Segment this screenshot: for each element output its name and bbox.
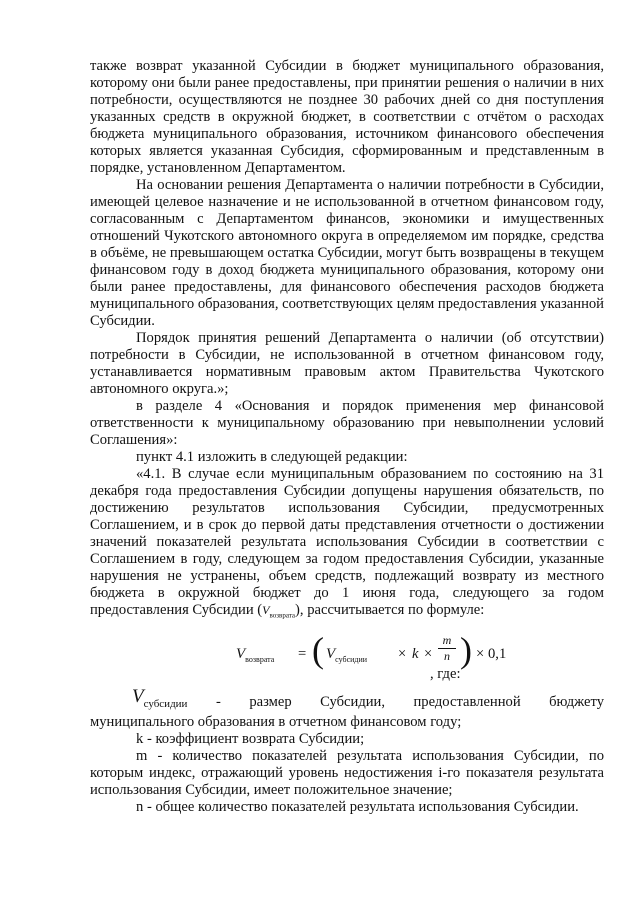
inline-v-return: $V_{возврата}$	[262, 603, 296, 620]
vsub-symbol: $V_{субсидии}$	[132, 686, 188, 711]
formula-m: m	[442, 633, 452, 648]
return-formula	[90, 626, 604, 684]
formula-left-paren: (	[312, 630, 324, 671]
paragraph-4: в разделе 4 «Основания и порядок применения мер финансовой ответственности к муниципальному образованию при невыполнении условий Соглашения»:	[90, 398, 604, 448]
n-definition: n - общее количество показателей результата использования Субсидии.	[136, 799, 579, 816]
formula-subsidy: $V_{субсидии}$	[326, 646, 368, 665]
paragraph-5: пункт 4.1 изложить в следующей редакции:	[136, 449, 408, 465]
formula-times-3: ×	[476, 646, 485, 663]
paragraph-1: также возврат указанной Субсидии в бюджет муниципального образования, которому они были ранее предоставлены, при принятии решения о наличии в них потребности, осуществляются не позднее 30 рабочих дней со дня поступления указанных средств в окружной бюджет, в соответствии с отчётом о расходах бюджета муниципального образования, источником финансового обеспечения которых является указанная Субсидия, сформированным и представленным в порядке, установленном Департаментом.	[90, 58, 604, 176]
formula-n: n	[444, 649, 450, 664]
paragraph-2: На основании решения Департамента о наличии потребности в Субсидии, имеющей целевое назначение и не использованной в отчетном финансовом году, согласованным с Департаментом финансов, экономики и имущественных отношений Чукотского автономного округа в определяемом им порядке, средства в объёме, не превышающем остатка Субсидии, могут быть возвращены в текущем финансовом году в доход бюджета муниципального образования, которому они были ранее предоставлены, для финансового обеспечения расходов бюджета муниципального образования, соответствующих целям предоставления указанной Субсидии.	[90, 177, 604, 329]
formula-right-paren: )	[460, 630, 472, 671]
paragraph-6-main: «4.1. В случае если муниципальным образованием по состоянию на 31 декабря года предоставления Субсидии допущены нарушения обязательств, по достижению результатов использования Субсидии, предусмотренных Соглашением, и в срок до первой даты представления отчетности о достижении значений показателей результата использования Субсидии в соответствии с Соглашением в году, следующем за годом предоставления Субсидии, указанные нарушения не устранены, объем средств, подлежащий возврату из местного бюджета в окружной бюджет до 1 июня года, следующего за годом предоставления Субсидии (	[90, 466, 604, 618]
formula-fraction	[438, 634, 456, 663]
paragraph-6-end: ), рассчитывается по формуле:	[295, 602, 485, 618]
vsub-definition-row	[90, 688, 604, 714]
paragraph-3: Порядок принятия решений Департамента о наличии (об отсутствии) потребности в Субсидии, не использованной в отчетном финансовом году, устанавливается нормативным правовым актом Правительства Чукотского автономного округа.»;	[90, 330, 604, 397]
formula-where: , где:	[430, 666, 461, 683]
vsub-continuation: муниципального образования в отчетном финансовом году;	[90, 714, 462, 731]
k-definition: k - коэффициент возврата Субсидии;	[136, 731, 365, 748]
formula-equals: =	[298, 646, 307, 663]
paragraph-6	[90, 466, 604, 624]
m-definition: m - количество показателей результата использования Субсидии, по которым индекс, отражающий уровень недостижения i-го показателя результата использования Субсидии, имеет положительное значение;	[90, 748, 604, 799]
formula-times-2: ×	[424, 646, 433, 663]
formula-constant: 0,1	[488, 646, 507, 663]
vsub-description: - размер Субсидии, предоставленной бюджету	[216, 694, 604, 711]
document-page	[90, 58, 604, 816]
formula-times-1: ×	[398, 646, 407, 663]
formula-k: k	[412, 646, 419, 663]
formula-lhs: $V_{возврата}$	[236, 646, 275, 665]
